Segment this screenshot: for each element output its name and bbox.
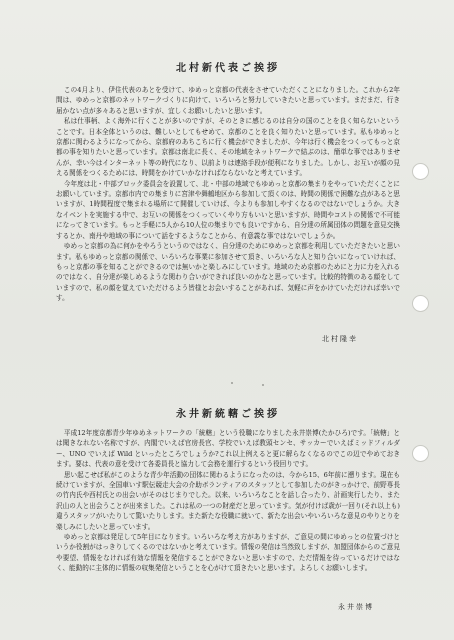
- paragraph: 今年度は北・中部ブロック委員会を設置して、北・中部の地域でもゆめっと京都の集まりをやっていただくことにお願いしています。京都市内での集まりに宮津や舞鶴地区から参加して頂くのは、時間の関係で困難な点があると思いますが、1時間程度で集まれる場所にて開催していけば、今よりも参加しやすくなるのではないでしょうか。大きなイベントを実施する中で、お互いの関係をつくっていくやり方もいいと思いますが、時間やコストの関係で不可能になってきています。もっと手軽に5人から10人位の集まりでも良いですから、自分達の所属団体の問題を意見交換するとか、南丹や地域の事について話をするようなことから、有意義な事ではないでしょうか。: [56, 179, 400, 240]
- signature: 北村隆幸: [322, 335, 358, 343]
- binder-hole: [412, 163, 429, 180]
- paragraph: 私は仕事柄、よく海外に行くことが多いのですが、そのときに感じるのは自分の国のことを良く知らないということです。日本全体というのは、難しいとしてもせめて、京都のことを良く知りたいと思っています。私もゆめっと京都に関わるようになってから、京都府のあちこちに行く機会ができましたが、今年は行く機会をつくってもっと京都の事を知りたいと思っています。京都は南北に長く、その地域をネットワークで結ぶのは、簡単な事ではありませんが、幸い今はインターネット等の時代になり、以前よりは連絡手段が便利になりました。しかし、お互いが顔の見える関係をつくるためには、時間をかけていかなければならないなと考えています。: [56, 117, 400, 178]
- binder-hole: [412, 295, 429, 312]
- paragraph: この4月より、伊住代表のあとを受けて、ゆめっと京都の代表をさせていただくことになりました。これから2年間は、ゆめっと京都のネットワークづくりに向けて、いろいろと努力していきたいと思っています。まだまだ、行き届かない点が多々あると思いますが、宜しくお願いしたいと思います。: [56, 86, 400, 115]
- paragraph: 思い起こせば私がこのような青少年活動の団体に関わるようになったのは、今から15、6年前に遡ります。現在も続けていますが、全国車いす駅伝競走大会の介助ボランティアのスタッフとして参加したのがきっかけで、前野専長の竹内氏や西村氏との出会いがそのはじまりでした。以来、いろいろなことを話し合ったり、計画実行したり、また沢山の人と出会うことが出来ました。これは私の一つの財産だと思っています。気が付けば歳が一回り(それ以上も)違うスタッフがいたりして驚いたりします。また新たな役職に就いて、新たな出会いやいろいろな意見のやりとりを楽しみにしたいと思っています。: [56, 470, 400, 531]
- section-title: 北村新代表ご挨拶: [176, 63, 280, 74]
- section-kitamura-body: [56, 85, 400, 304]
- paragraph: 平成12年度京都青少年ゆめネットワークの「統轄」という役職になりました永井崇博(たかひろ)です。「統轄」とは聞きなれない名称ですが、内閣でいえば官房長官、学校でいえば教頭センセ、サッカーでいえばミッドフィルダー、UNO でいえば Wild といったところでしょうか?これ以上例えると更に解らなくなるのでこの辺でやめておきます。要は、代表の意を受けて各委員長と協力して会務を運行するという役回りです。: [56, 429, 400, 469]
- section-nagai-body: [56, 428, 400, 574]
- paragraph: ゆめっと京都の為に何かをやろうというのではなく、自分達のためにゆめっと京都を利用していただきたいと思います。私もゆめっと京都の関係で、いろいろな事業に参加させて頂き、いろいろな人と知り合いになっていければ、もっと京都の事を知ることができるのでは無いかと楽しみにしています。地域のため京都のためにと力に力を入れるのではなく、自分達が楽しめるような関わり合いができれば良いのかなと思っています。比較的特徴のある顔をしていますので、私の顔を覚えていただけるよう皆様とお会いすることがあれば、気軽に声をかけていただければ幸いです。: [56, 242, 400, 303]
- signature: 永井崇博: [338, 603, 374, 611]
- paragraph: ゆめっと京都は発足して5年目になります。いろいろな考え方がありますが、ご意見の間にゆめっとの位置づけというか役割がはっきりしてくるのではないかと考えています。情報の発信は当然致しますが、加盟団体からのご意見や要望、情報をなければ有効な情報を発信することができないと思いますので、ただ情報を待っているだけではなく、能動的に主体的に情報の収集発信ということを心がけて頂きたいと思います。よろしくお願いします。: [56, 533, 400, 573]
- binder-hole: [412, 445, 429, 462]
- paper-speck: [262, 384, 264, 386]
- section-kitamura: [56, 59, 400, 74]
- section-nagai: [56, 405, 400, 420]
- section-title: 永井新統轄ご挨拶: [176, 409, 280, 420]
- paper-speck: [231, 382, 233, 384]
